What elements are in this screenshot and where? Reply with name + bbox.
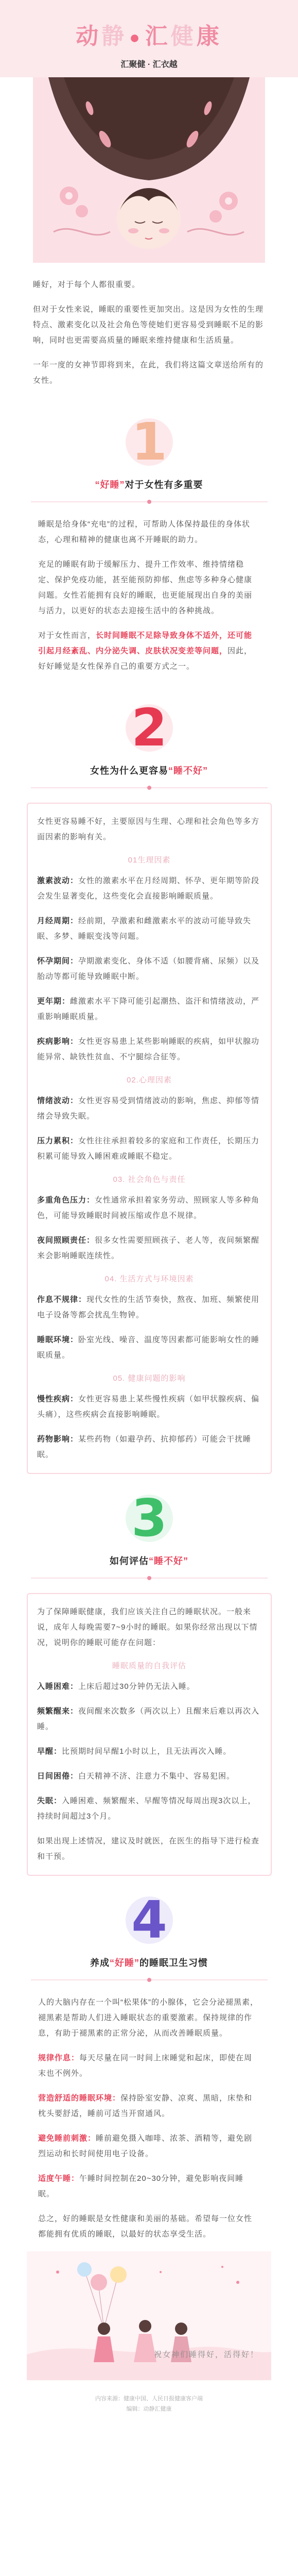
section-title <box>27 478 271 491</box>
paragraph <box>37 1744 261 1759</box>
label: 入睡困难： <box>37 1682 79 1691</box>
section-divider <box>31 498 268 505</box>
paragraph <box>38 628 260 674</box>
label: 情绪波动： <box>37 1096 79 1105</box>
sleeping-woman-illustration <box>33 77 265 263</box>
women-balloons-illustration <box>27 2251 271 2380</box>
section-divider <box>31 1976 268 1984</box>
logo-char: 康 <box>196 24 222 49</box>
text: 对于女性而言， <box>38 631 96 640</box>
label: 激素波动： <box>37 876 79 885</box>
paragraph <box>37 954 261 985</box>
paragraph <box>37 1432 261 1463</box>
label: 月经周期： <box>37 917 79 925</box>
byline: 汇聚健 · 汇衣越 <box>120 60 178 69</box>
subhead: 睡眠质量的自我评估 <box>112 1662 186 1670</box>
paragraph <box>37 1332 261 1363</box>
section-body <box>27 517 271 674</box>
section-title-text: 如何评估 <box>110 1556 149 1566</box>
label: 睡眠环境： <box>37 1335 79 1344</box>
number-one-graphic <box>118 412 180 469</box>
card-body <box>28 804 271 1473</box>
label: 药物影响： <box>37 1435 79 1444</box>
text: 经前期，孕激素和雌激素水平的波动可能导致失眠、多梦、睡眠变浅等问题。 <box>37 917 252 941</box>
section-number: 3 <box>131 1488 167 1545</box>
label: 多重角色压力： <box>37 1196 95 1205</box>
subhead: 05. 健康问题的影响 <box>113 1374 186 1383</box>
label: 营造舒适的睡眠环境： <box>38 2094 121 2103</box>
credit-line: 内容来源：健康中国、人民日报健康客户端 <box>95 2396 203 2402</box>
section-title-text: 女性为什么更容易 <box>90 766 168 776</box>
number-three-graphic <box>118 1488 180 1545</box>
paragraph: 如果出现上述情况，建议及时就医，在医生的指导下进行检查和干预。 <box>37 1837 260 1861</box>
paragraph <box>37 1769 261 1784</box>
header-banner <box>0 0 298 77</box>
paragraph <box>37 1193 261 1224</box>
footer-illustration <box>27 2251 271 2380</box>
intro-paragraph: 睡好，对于每个人都很重要。 <box>33 280 141 289</box>
section-1 <box>27 398 271 674</box>
text: 某些药物（如避孕药、抗抑郁药）可能会干扰睡眠。 <box>37 1435 252 1459</box>
paragraph <box>38 2091 260 2122</box>
paragraph: 总之，好的睡眠是女性健康和美丽的基础。希望每一位女性都能拥有优质的睡眠，以最好的状态享受生活。 <box>38 2214 253 2239</box>
paragraph <box>37 913 261 944</box>
footer-tagline: 祝女神们睡得好，活得好！ <box>153 2350 259 2359</box>
info-card <box>27 1593 272 1876</box>
label: 避免睡前刺激： <box>38 2134 96 2143</box>
section-title-highlight: “睡不好” <box>168 766 208 776</box>
section-divider <box>31 784 268 791</box>
section-title-highlight: “好睡” <box>110 1958 139 1968</box>
section-title <box>27 1554 271 1567</box>
highlight-text: 长时间睡眠不足除导致身体不适外，还可能引起月经紊乱、内分泌失调、皮肤状况变差等问题， <box>38 631 253 655</box>
text: 入睡困难、频繁醒来、早醒等情况每周出现3次以上，持续时间超过3个月。 <box>37 1797 256 1821</box>
text: 孕期激素变化、身体不适（如腰背痛、尿频）以及胎动等都可能导致睡眠中断。 <box>37 957 260 981</box>
paragraph <box>37 1292 261 1323</box>
intro-section <box>0 263 298 388</box>
label: 早醒： <box>37 1747 62 1756</box>
subhead: 02.心理因素 <box>127 1076 172 1084</box>
section-title-text: 养成 <box>90 1958 110 1968</box>
subhead: 03. 社会角色与责任 <box>113 1175 186 1184</box>
section-number-block <box>27 1474 271 1548</box>
logo-dot-icon: ● <box>129 27 143 47</box>
section-title-highlight: “好睡” <box>95 480 125 490</box>
section-number: 2 <box>131 698 167 755</box>
label: 夜间照顾责任： <box>37 1236 95 1245</box>
label: 怀孕期间： <box>37 957 79 965</box>
paragraph <box>37 1704 261 1735</box>
text: 很多女性需要照顾孩子、老人等，夜间频繁醒来会影响睡眠连续性。 <box>37 1236 260 1260</box>
footer-credits <box>0 2394 298 2414</box>
logo-char: 静 <box>101 24 128 49</box>
paragraph <box>37 1133 261 1164</box>
section-number: 1 <box>131 412 167 469</box>
section-number-block <box>27 398 271 471</box>
text: 现代女性的生活节奏快，熬夜、加班、频繁使用电子设备等都会扰乱生物钟。 <box>37 1295 260 1319</box>
intro-paragraph: 一年一度的女神节即将到来，在此，我们将这篇文章送给所有的女性。 <box>33 361 264 385</box>
logo-char: 健 <box>170 24 197 49</box>
paragraph <box>37 873 261 904</box>
label: 作息不规律： <box>37 1295 87 1304</box>
logo-char: 汇 <box>145 24 171 49</box>
text: 睡前避免摄入咖啡、浓茶、酒精等，避免剧烈运动和长时间使用电子设备。 <box>38 2134 253 2158</box>
number-four-graphic <box>118 1890 180 1947</box>
label: 适度午睡： <box>38 2174 80 2183</box>
text: 比预期时间早醒1小时以上，且无法再次入睡。 <box>62 1747 232 1756</box>
text: 雌激素水平下降可能引起潮热、盗汗和情绪波动，严重影响睡眠质量。 <box>37 997 260 1021</box>
label: 频繁醒来： <box>37 1707 79 1716</box>
card-body <box>28 1594 271 1875</box>
section-title-text: 的睡眠卫生习惯 <box>139 1958 208 1968</box>
text: 保持卧室安静、凉爽、黑暗，床垫和枕头要舒适，睡前可适当开窗通风。 <box>38 2094 253 2118</box>
text: 因此，好好睡觉是女性保养自己的重要方式之一。 <box>38 647 253 671</box>
paragraph <box>37 1233 261 1264</box>
section-title-highlight: “睡不好” <box>149 1556 188 1566</box>
paragraph <box>38 2131 260 2162</box>
info-card <box>27 803 272 1474</box>
section-3 <box>27 1474 271 1876</box>
paragraph <box>38 2050 260 2081</box>
section-title-text: 对于女性有多重要 <box>125 480 203 490</box>
paragraph: 人的大脑内存在一个叫“松果体”的小腺体，它会分泌褪黑素，褪黑素是帮助人们进入睡眠状态的重要激素。保持规律的作息，有助于褪黑素的正常分泌，从而改善睡眠质量。 <box>38 1998 258 2038</box>
subhead: 04. 生活方式与环境因素 <box>104 1275 194 1283</box>
number-two-graphic <box>118 698 180 755</box>
paragraph: 为了保障睡眠健康，我们应该关注自己的睡眠状况。一般来说，成年人每晚需要7~9小时的睡眠。如果你经常出现以下情况，说明你的睡眠可能存在问题： <box>37 1607 258 1647</box>
logo-char: 动 <box>76 24 102 49</box>
paragraph <box>37 994 261 1025</box>
text: 女性更容易患上某些影响睡眠的疾病，如甲状腺功能异常、缺铁性贫血、不宁腿综合征等。 <box>37 1037 260 1061</box>
section-body <box>27 1995 271 2242</box>
label: 失眠： <box>37 1797 62 1805</box>
label: 规律作息： <box>38 2054 80 2062</box>
text: 女性更容易受到情绪波动的影响，焦虑、抑郁等情绪会导致失眠。 <box>37 1096 260 1121</box>
section-number-block <box>27 684 271 757</box>
text: 卧室光线、噪音、温度等因素都可能影响女性的睡眠质量。 <box>37 1335 260 1360</box>
credit-line: 编辑：动静汇健康 <box>126 2406 172 2412</box>
subhead: 01生理因素 <box>128 856 171 865</box>
label: 更年期： <box>37 997 71 1006</box>
paragraph <box>37 1093 261 1124</box>
paragraph <box>37 1679 261 1694</box>
label: 疾病影响： <box>37 1037 79 1046</box>
text: 女性的激素水平在月经周期、怀孕、更年期等阶段会发生显著变化，这些变化会直接影响睡眠质量。 <box>37 876 260 901</box>
text: 每天尽量在同一时间上床睡觉和起床，即使在周末也不例外。 <box>38 2054 253 2078</box>
section-title <box>27 1956 271 1969</box>
paragraph: 女性更容易睡不好，主要原因与生理、心理和社会角色等多方面因素的影响有关。 <box>37 817 260 841</box>
text: 女性通常承担着家务劳动、照顾家人等多种角色，可能导致睡眠时间被压缩或作息不规律。 <box>37 1196 260 1220</box>
paragraph: 睡眠是给身体“充电”的过程，可帮助人体保持最佳的身体状态，心理和精神的健康也离不开睡眠的助力。 <box>38 520 250 544</box>
paragraph <box>37 1392 261 1422</box>
label: 日间困倦： <box>37 1772 79 1781</box>
brand-logo <box>0 18 298 50</box>
text: 女性更容易患上某些慢性疾病（如甲状腺疾病、偏头痛），这些疾病会直接影响睡眠。 <box>37 1395 260 1419</box>
section-number: 4 <box>131 1890 167 1947</box>
paragraph: 充足的睡眠有助于缓解压力、提升工作效率、维持情绪稳定、保护免疫功能，甚至能预防抑郁、焦虑等多种身心健康问题。女性若能拥有良好的睡眠，也更能展现出自身的美丽与活力，以更好的状态去迎接生活中的各种挑战。 <box>38 560 253 615</box>
text: 上床后超过30分钟仍无法入睡。 <box>78 1682 195 1691</box>
paragraph <box>37 1793 261 1824</box>
text: 白天精神不济、注意力不集中、容易犯困。 <box>78 1772 235 1781</box>
section-divider <box>31 1574 268 1582</box>
text: 夜间醒来次数多（两次以上）且醒来后难以再次入睡。 <box>37 1707 260 1731</box>
hero-illustration <box>33 77 265 263</box>
text: 女性往往承担着较多的家庭和工作责任，长期压力积累可能导致入睡困难或睡眠不稳定。 <box>37 1137 260 1161</box>
section-4 <box>27 1876 271 2242</box>
intro-paragraph: 但对于女性来说，睡眠的重要性更加突出。这是因为女性的生理特点、激素变化以及社会角色等使她们更容易受到睡眠不足的影响，同时也更需要高质量的睡眠来维持健康和生活质量。 <box>33 305 264 345</box>
section-2 <box>27 684 271 1474</box>
section-title <box>27 764 271 777</box>
section-number-block <box>27 1876 271 1950</box>
label: 压力累积： <box>37 1137 79 1145</box>
label: 慢性疾病： <box>37 1395 79 1403</box>
text: 午睡时间控制在20~30分钟，避免影响夜间睡眠。 <box>38 2174 244 2198</box>
paragraph <box>37 1034 261 1065</box>
paragraph <box>38 2171 260 2202</box>
